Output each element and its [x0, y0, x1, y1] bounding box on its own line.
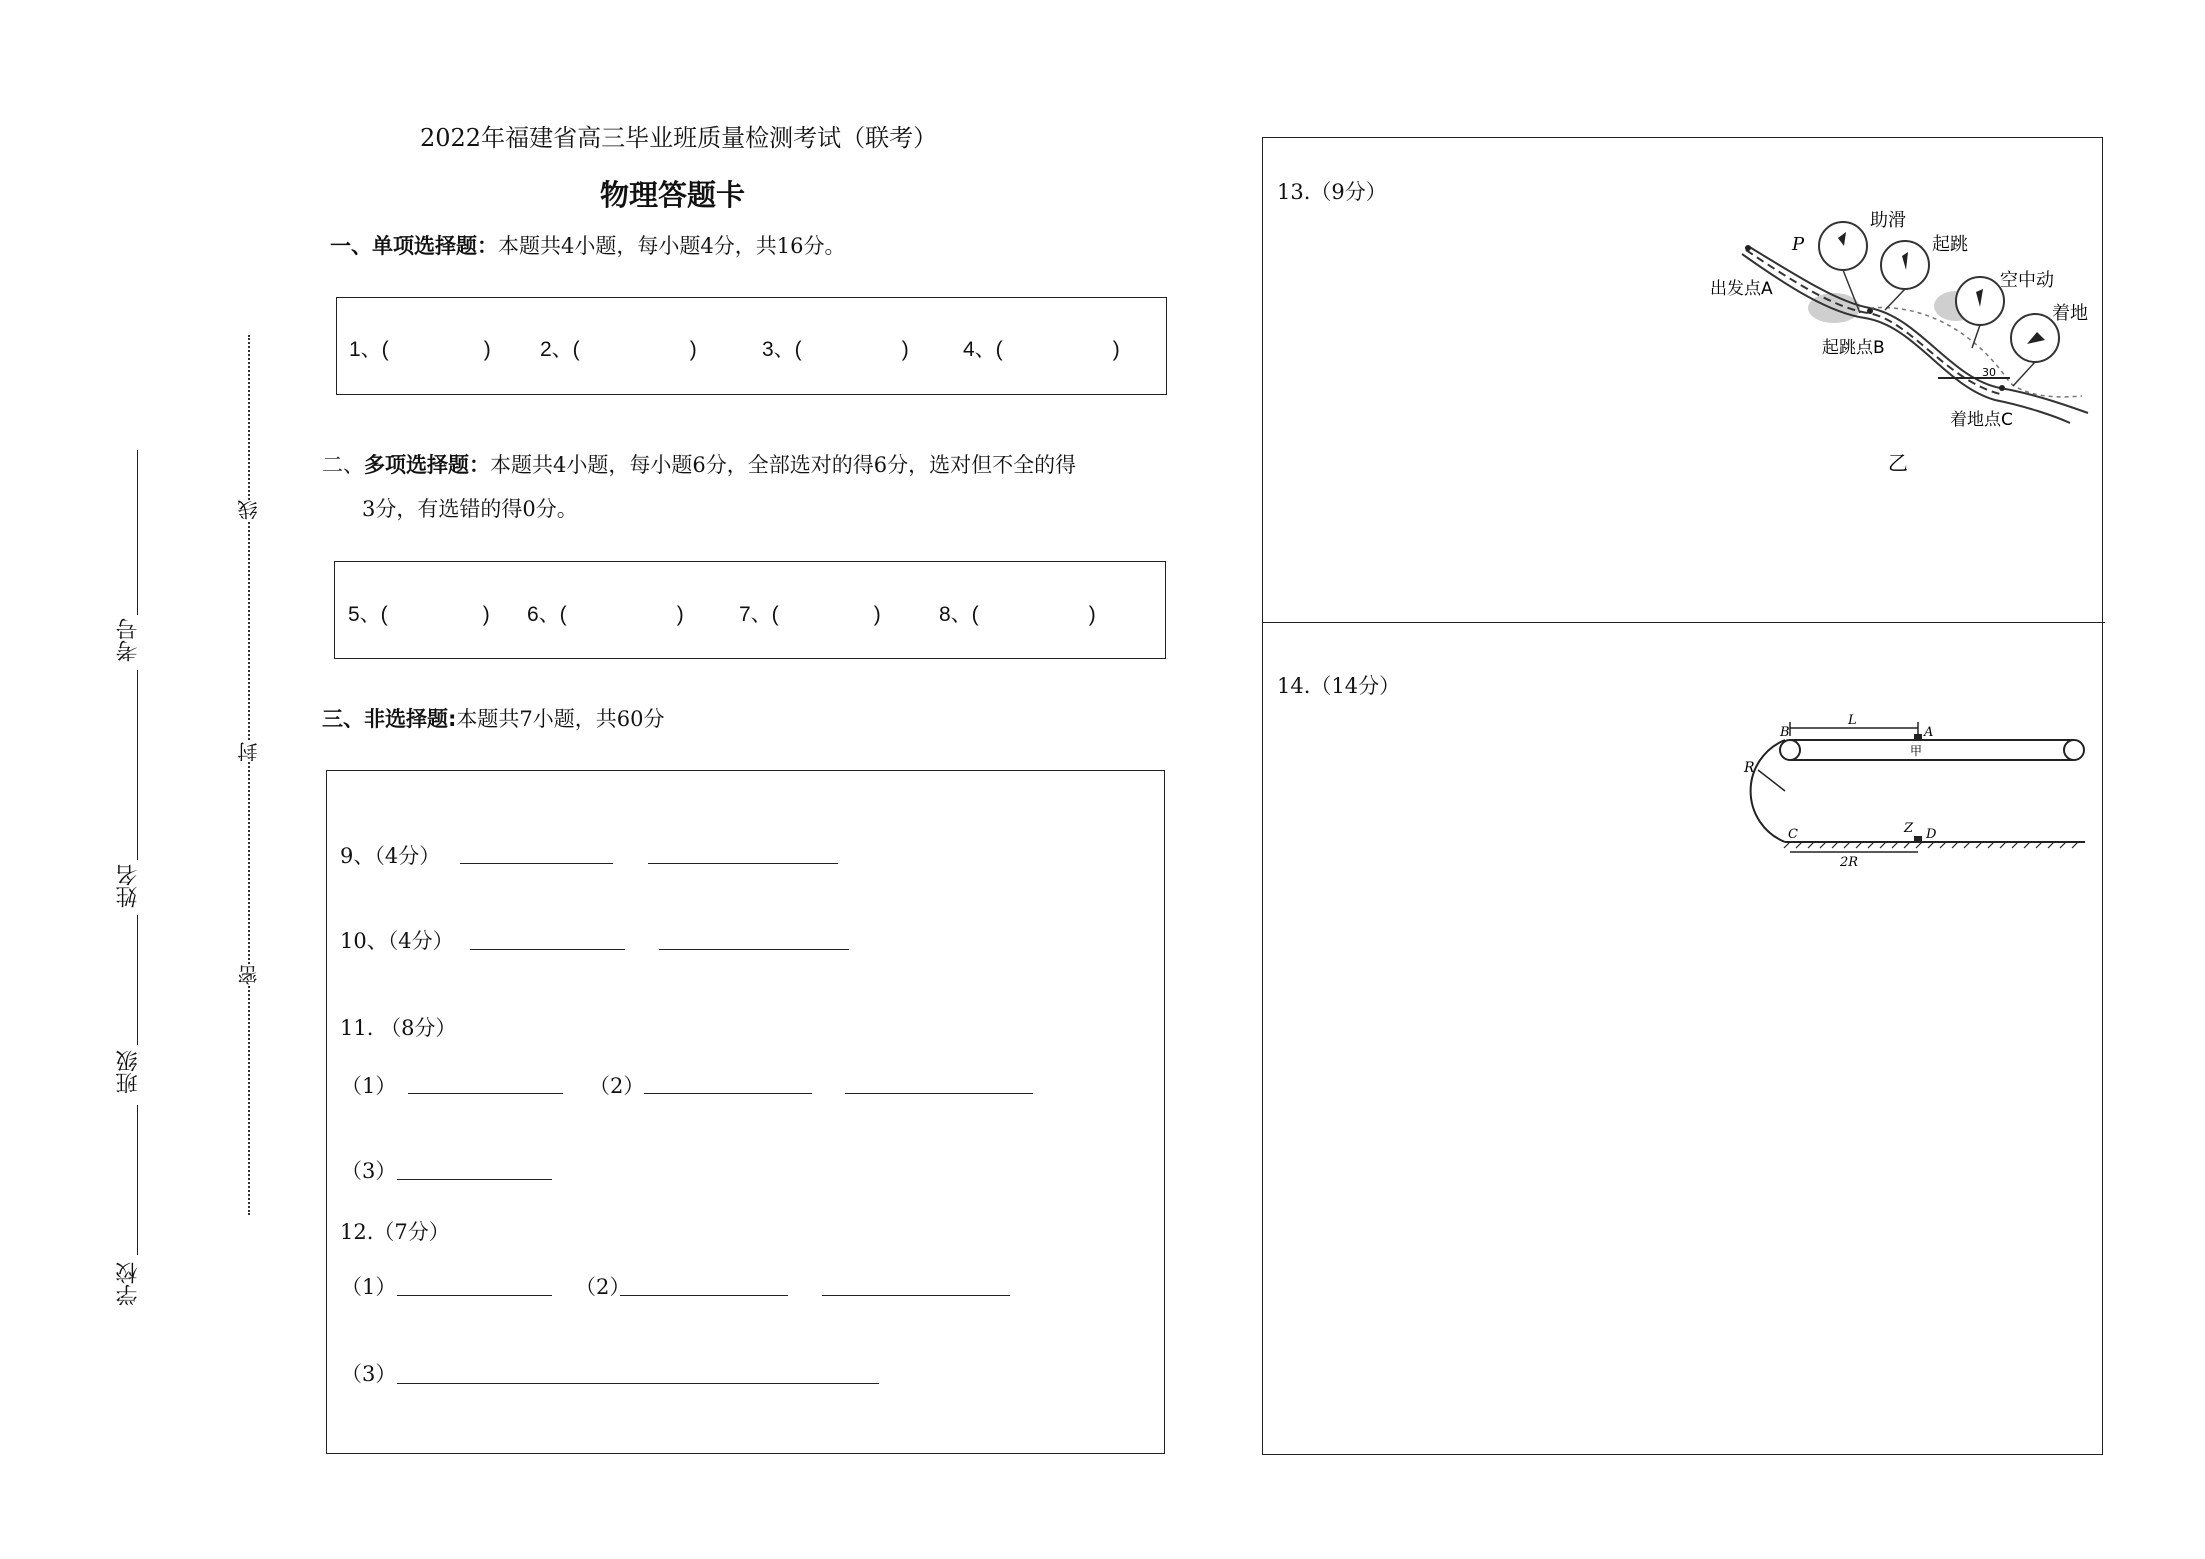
q12-blank-1[interactable]	[397, 1295, 552, 1296]
q10-blank-1[interactable]	[470, 949, 625, 950]
point-c	[1999, 385, 2005, 391]
label-zhuhua: 助滑	[1870, 210, 1906, 231]
section3-title: 三、非选择题:	[322, 707, 457, 731]
conveyor-figure	[1730, 710, 2090, 870]
class-field[interactable]	[137, 1105, 138, 1255]
exam-number-field-2[interactable]	[137, 670, 138, 860]
q11-part-3-label: （3）	[341, 1159, 397, 1183]
label-zhuodi: 着地	[2052, 303, 2088, 324]
roller-right	[2064, 740, 2084, 760]
question-14: 14.（14分）	[1277, 674, 1401, 698]
q12-part-2-label: （2）	[575, 1275, 631, 1299]
semicircle-track	[1751, 740, 1785, 842]
phase-circle-zhuhua	[1819, 222, 1867, 270]
field-label-exam-number: 考号	[116, 618, 141, 662]
q9-blank-1[interactable]	[460, 863, 613, 864]
q12-blank-4[interactable]	[397, 1383, 879, 1384]
question-11: 11. （8分）	[340, 1016, 457, 1040]
q11-blank-4[interactable]	[397, 1179, 552, 1180]
name-field[interactable]	[137, 915, 138, 1045]
label-r: R	[1744, 760, 1755, 776]
section3-heading	[322, 703, 665, 733]
label-land-c: 着地点C	[1950, 410, 2013, 430]
ski-path	[1746, 250, 2000, 394]
label-start-a: 出发点A	[1710, 279, 1773, 299]
field-label-school: 学校	[116, 1262, 141, 1306]
section2-heading: 二、多项选择题：本题共4小题，每小题6分，全部选对的得6分，选对但不全的得	[322, 453, 1077, 477]
q11-blank-1[interactable]	[408, 1093, 563, 1094]
multi-choice-answer-box	[334, 561, 1166, 659]
label-d: D	[1926, 827, 1937, 842]
q11-blank-3[interactable]	[845, 1093, 1033, 1094]
field-label-name: 姓名	[116, 864, 141, 908]
q11-blank-2[interactable]	[644, 1093, 812, 1094]
section1-heading	[330, 230, 845, 260]
choice-8[interactable]: 8、( )	[939, 603, 1096, 626]
label-a: A	[1924, 725, 1934, 740]
seal-word-line: 线	[234, 500, 263, 520]
label-l: L	[1848, 713, 1857, 728]
label-b: B	[1780, 725, 1790, 740]
point-a	[1745, 245, 1751, 251]
q12-part-1-label: （1）	[341, 1275, 397, 1299]
question-10: 10、（4分）	[340, 929, 454, 953]
label-c: C	[1788, 827, 1798, 842]
q12-part-3-label: （3）	[341, 1362, 397, 1386]
shade-blob	[1808, 293, 1860, 323]
label-2r: 2R	[1840, 855, 1859, 870]
section2-desc-2: 3分，有选错的得0分。	[362, 497, 578, 521]
block-d	[1914, 836, 1922, 842]
roller-left	[1780, 740, 1800, 760]
single-choice-answer-box	[336, 297, 1167, 395]
subject-title: 物理答题卡	[600, 178, 746, 212]
field-label-class: 班级	[116, 1050, 141, 1094]
radius-line	[1758, 770, 1785, 791]
q11-part-1-label: （1）	[341, 1074, 397, 1098]
question-12: 12.（7分）	[340, 1220, 450, 1244]
point-b	[1867, 308, 1873, 314]
q12-blank-3[interactable]	[822, 1295, 1010, 1296]
q10-blank-2[interactable]	[659, 949, 849, 950]
ski-jump-figure	[1710, 208, 2090, 478]
label-qitiao: 起跳	[1932, 234, 1968, 255]
choice-6[interactable]: 6、( )	[527, 603, 684, 626]
exam-number-field[interactable]	[137, 450, 138, 615]
section1-title: 一、单项选择题：	[330, 234, 498, 258]
block-a	[1914, 734, 1922, 740]
pointer-line	[1885, 289, 1905, 310]
seal-word-seal: 封	[234, 742, 263, 762]
section1-desc: 本题共4小题，每小题4分，共16分。	[498, 234, 846, 258]
section2-title: 多项选择题：	[364, 453, 490, 477]
seal-word-secret: 密	[234, 965, 263, 985]
pointer-line	[2013, 362, 2035, 386]
label-jump-b: 起跳点B	[1822, 338, 1885, 358]
section3-desc: 本题共7小题，共60分	[456, 707, 665, 731]
q13-q14-divider	[1262, 622, 2105, 623]
label-jia: 甲	[1910, 744, 1923, 758]
choice-2[interactable]: 2、( )	[540, 338, 697, 361]
section2-desc-1: 本题共4小题，每小题6分，全部选对的得6分，选对但不全的得	[490, 453, 1077, 477]
q9-blank-2[interactable]	[648, 863, 838, 864]
choice-7[interactable]: 7、( )	[739, 603, 881, 626]
choice-3[interactable]: 3、( )	[762, 338, 909, 361]
choice-1[interactable]: 1、( )	[349, 338, 491, 361]
non-choice-answer-box	[326, 770, 1165, 1454]
choice-5[interactable]: 5、( )	[348, 603, 490, 626]
label-angle: 30	[1982, 366, 1996, 379]
choice-4[interactable]: 4、( )	[963, 338, 1120, 361]
label-z: Z	[1904, 821, 1914, 836]
figure-caption: 乙	[1888, 451, 1908, 475]
label-p: P	[1792, 234, 1805, 255]
seal-dotted-line	[248, 335, 250, 1215]
label-kongzhong: 空中动	[2000, 270, 2054, 291]
question-9: 9、（4分）	[340, 844, 441, 868]
exam-title: 2022年福建省高三毕业班质量检测考试（联考）	[420, 124, 938, 152]
q11-part-2-label: （2）	[589, 1074, 645, 1098]
question-13: 13.（9分）	[1277, 180, 1387, 204]
q12-blank-2[interactable]	[620, 1295, 788, 1296]
